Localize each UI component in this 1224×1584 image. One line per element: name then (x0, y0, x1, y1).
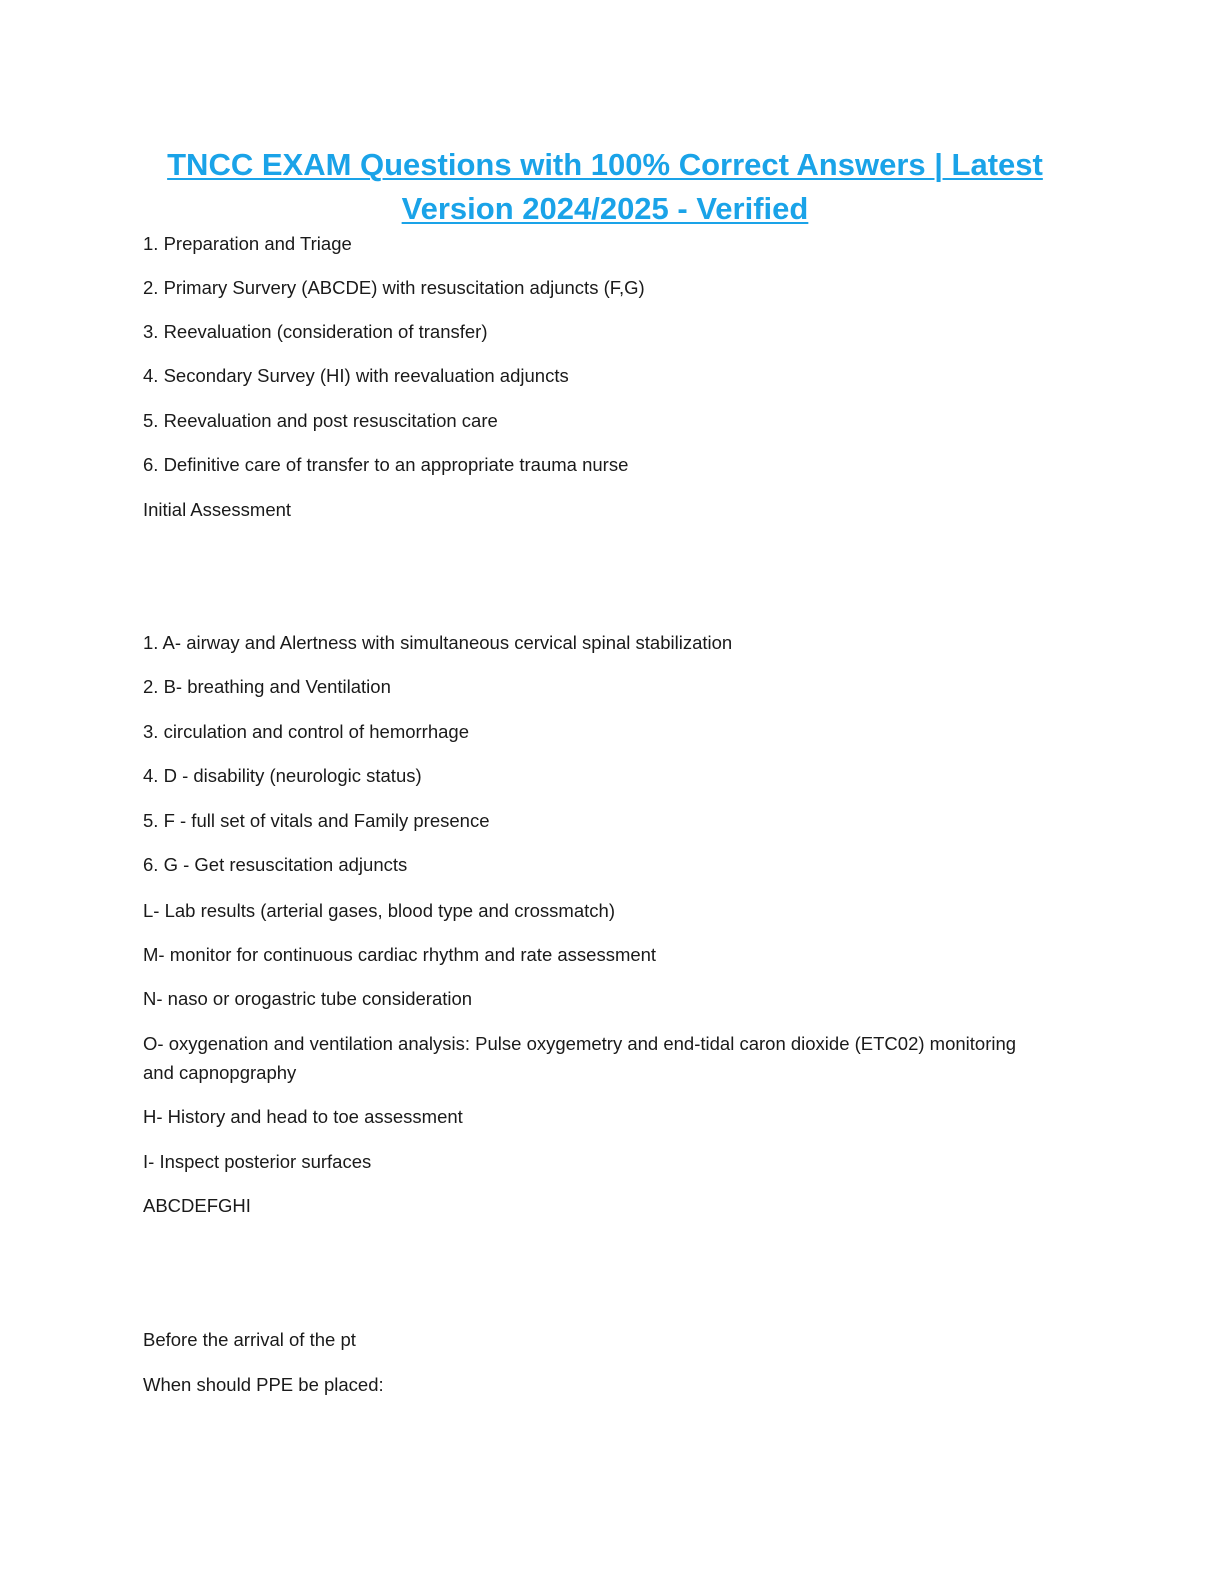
text-line: ABCDEFGHI (143, 1195, 251, 1216)
text-line: 1. A- airway and Alertness with simultaneous cervical spinal stabilization (143, 632, 733, 653)
text-line: I- Inspect posterior surfaces (143, 1151, 372, 1172)
answer-text: Before the arrival of the pt (143, 1329, 356, 1350)
text-line: 6. Definitive care of transfer to an appropriate trauma nurse (143, 454, 629, 475)
title-line-1: TNCC EXAM Questions with 100% Correct Answers | Latest (167, 147, 1043, 182)
text-line: 3. Reevaluation (consideration of transfer) (143, 321, 488, 342)
text-line: 2. B- breathing and Ventilation (143, 676, 391, 697)
section-heading: Initial Assessment (143, 499, 292, 520)
text-line: M- monitor for continuous cardiac rhythm and rate assessment (143, 944, 657, 965)
text-line: 2. Primary Survery (ABCDE) with resuscitation adjuncts (F,G) (143, 277, 645, 298)
text-line: 6. G - Get resuscitation adjuncts (143, 854, 408, 875)
text-line: 3. circulation and control of hemorrhage (143, 721, 469, 742)
text-line: 5. F - full set of vitals and Family presence (143, 810, 490, 831)
text-line: H- History and head to toe assessment (143, 1106, 463, 1127)
text-line: N- naso or orogastric tube consideration (143, 988, 473, 1009)
text-line: 1. Preparation and Triage (143, 233, 352, 254)
text-paragraph: O- oxygenation and ventilation analysis: Pulse oxygemetry and end-tidal caron dioxide (ETC02) monitoring and capnopgraphy (143, 1033, 1017, 1083)
question-text: When should PPE be placed: (143, 1374, 384, 1395)
text-line: 4. D - disability (neurologic status) (143, 765, 422, 786)
document-title (150, 143, 1060, 231)
title-line-2: Version 2024/2025 - Verified (401, 191, 809, 226)
text-line: 4. Secondary Survey (HI) with reevaluation adjuncts (143, 365, 569, 386)
text-line: 5. Reevaluation and post resuscitation care (143, 410, 498, 431)
text-line: L- Lab results (arterial gases, blood type and crossmatch) (143, 900, 615, 921)
